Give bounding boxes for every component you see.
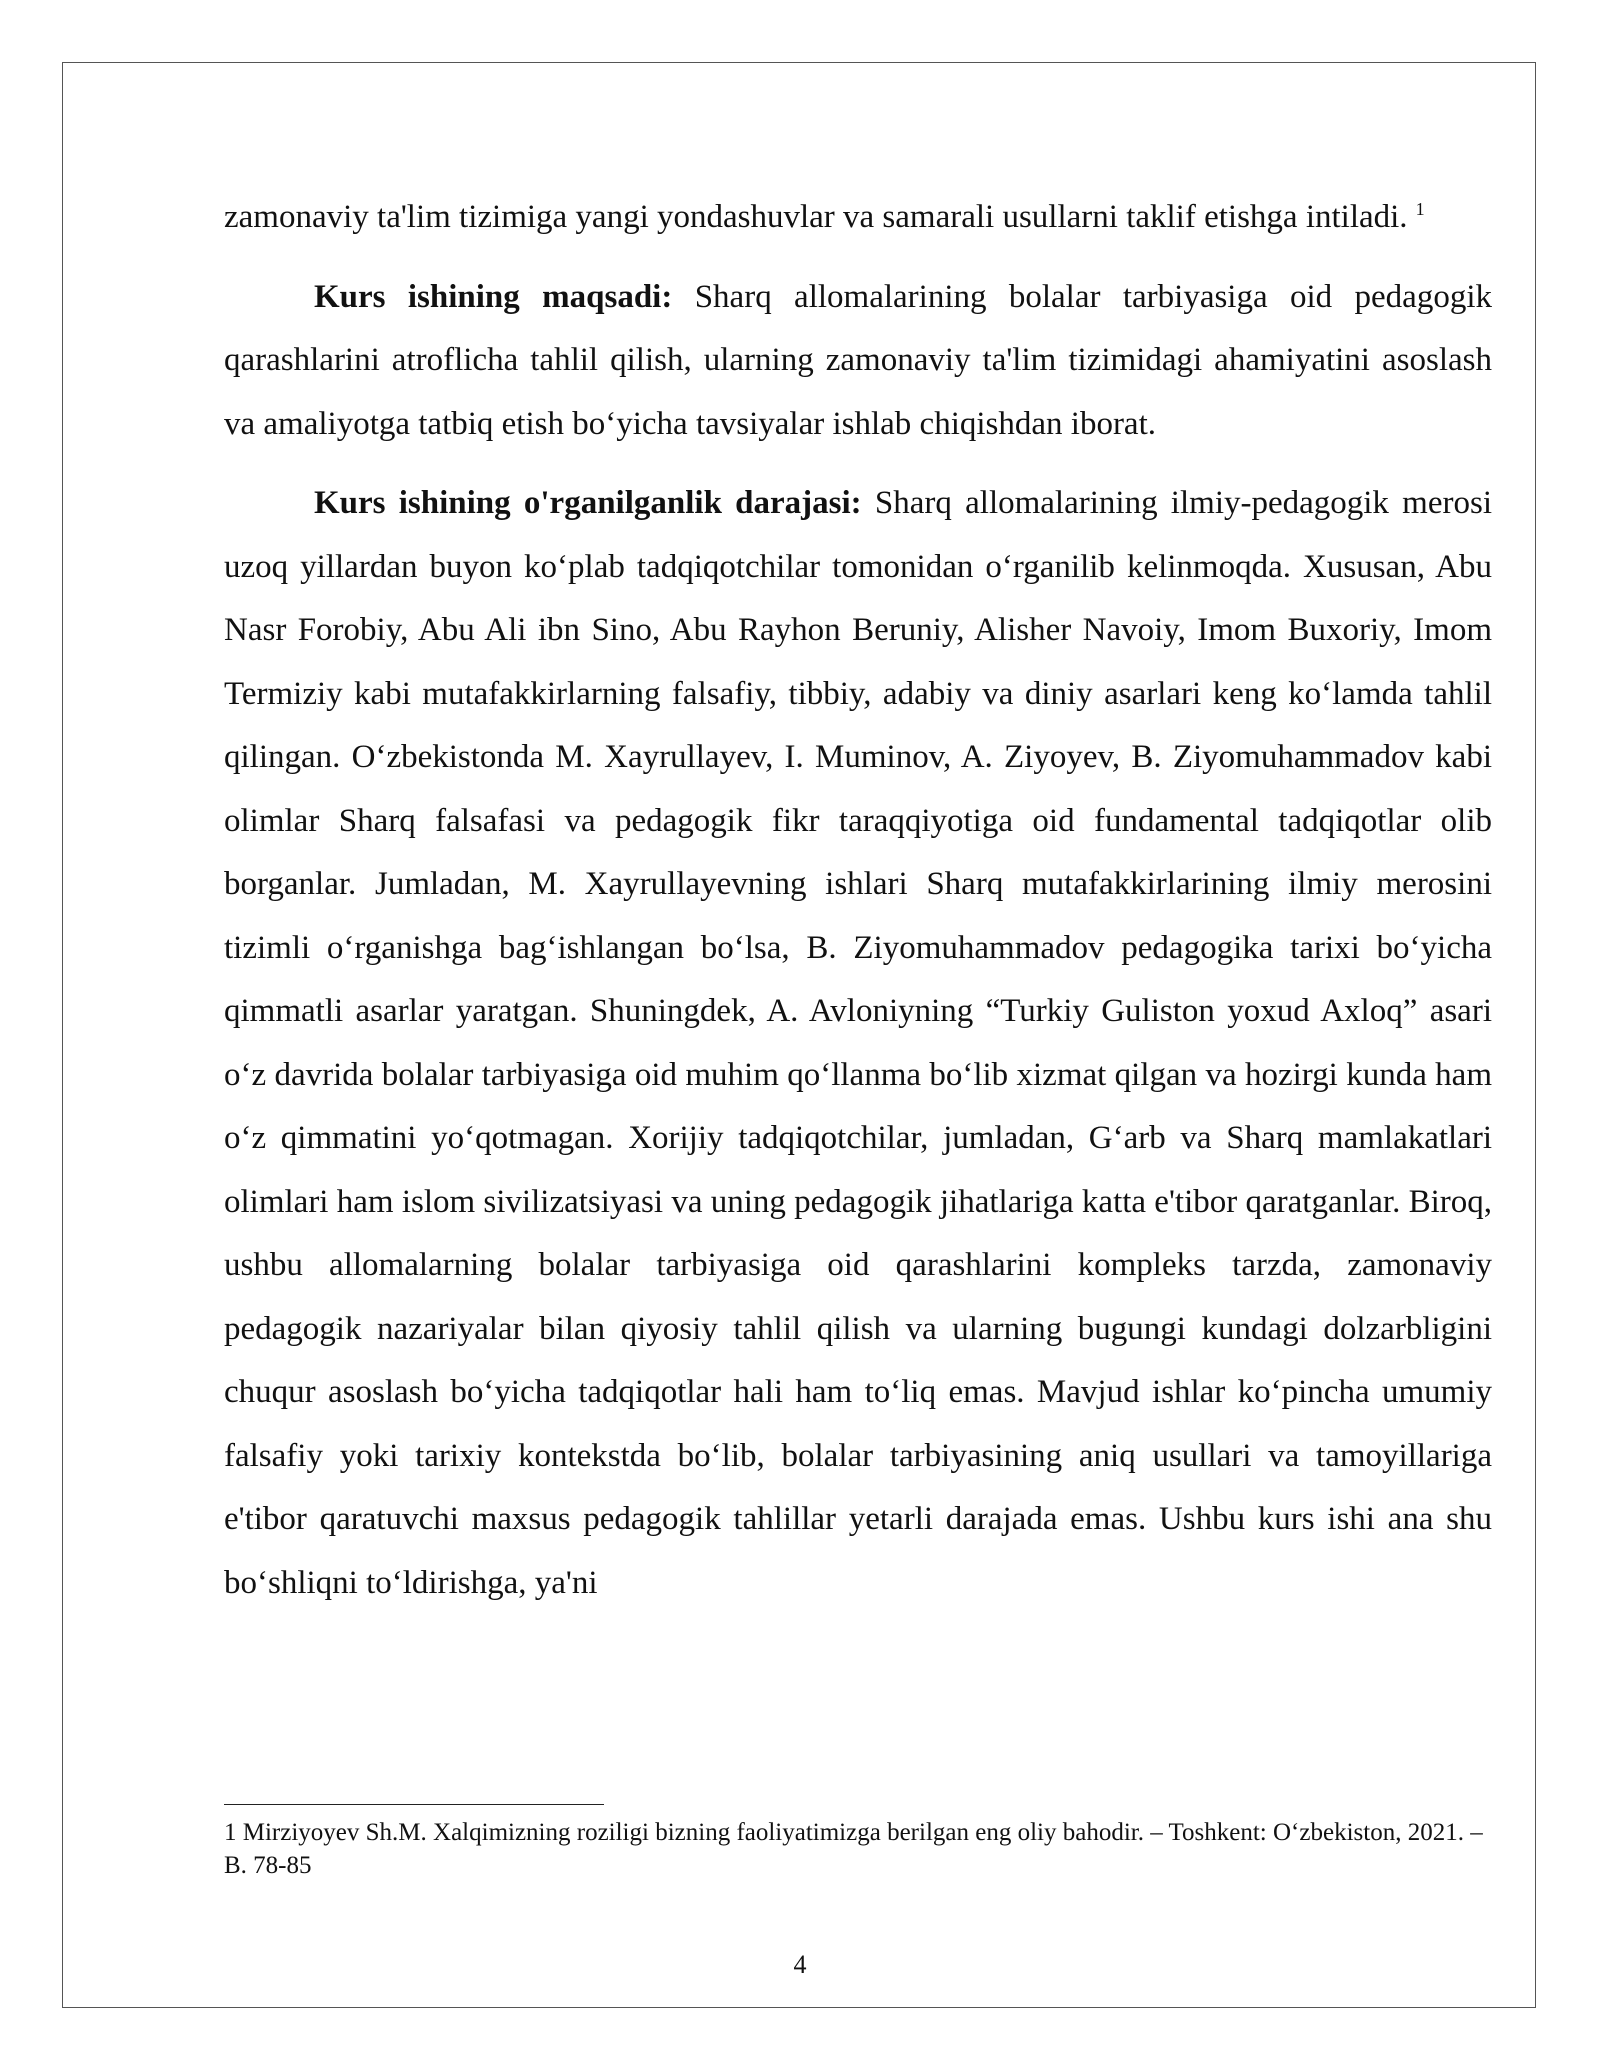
document-body <box>224 186 1492 1615</box>
paragraph-text: zamonaviy ta'lim tizimiga yangi yondashuvlar va samarali usullarni taklif etishga intiladi. <box>224 199 1408 235</box>
paragraph-heading: Kurs ishining o'rganilganlik darajasi: <box>314 485 862 521</box>
paragraph-continuation <box>224 186 1492 250</box>
page-number: 4 <box>793 1950 807 1979</box>
footnote-reference[interactable]: 1 <box>1415 199 1425 219</box>
paragraph-study-level <box>224 472 1492 1615</box>
paragraph-purpose <box>224 266 1492 457</box>
paragraph-heading: Kurs ishining maqsadi: <box>314 278 673 315</box>
footnote: 1 Mirziyoyev Sh.M. Xalqimizning roziligi bizning faoliyatimizga berilgan eng oliy bahodir. – Toshkent: O‘zbekiston, 2021. – B. 78-85 <box>224 1819 1483 1879</box>
paragraph-text: Sharq allomalarining ilmiy-pedagogik merosi uzoq yillardan buyon ko‘plab tadqiqotchilar tomonidan o‘rganilib kelinmoqda. Xususan, Abu Nasr Forobiy, Abu Ali ibn Sino, Abu Rayhon Beruniy, Alisher Navoiy, Imom Buxoriy, Imom Termiziy kabi mutafakkirlarning falsafiy, tibbiy, adabiy va diniy asarlari keng ko‘lamda tahlil qilingan. O‘zbekistonda M. Xayrullayev, I. Muminov, A. Ziyoyev, B. Ziyomuhammadov kabi olimlar Sharq falsafasi va pedagogik fikr taraqqiyotiga oid fundamental tadqiqotlar olib borganlar. Jumladan, M. Xayrullayevning ishlari Sharq mutafakkirlarining ilmiy merosini tizimli o‘rganishga bag‘ishlangan bo‘lsa, B. Ziyomuhammadov pedagogika tarixi bo‘yicha qimmatli asarlar yaratgan. Shuningdek, A. Avloniyning “Turkiy Guliston yoxud Axloq” asari o‘z davrida bolalar tarbiyasiga oid muhim qo‘llanma bo‘lib xizmat qilgan va hozirgi kunda ham o‘z qimmatini yo‘qotmagan. Xorijiy tadqiqotchilar, jumladan, G‘arb va Sharq mamlakatlari olimlari ham islom sivilizatsiyasi va uning pedagogik jihatlariga katta e'tibor qaratganlar. Biroq, ushbu allomalarning bolalar tarbiyasiga oid qarashlarini kompleks tarzda, zamonaviy pedagogik nazariyalar bilan qiyosiy tahlil qilish va ularning bugungi kundagi dolzarbligini chuqur asoslash bo‘yicha tadqiqotlar hali ham to‘liq emas. Mavjud ishlar ko‘pincha umumiy falsafiy yoki tarixiy kontekstda bo‘lib, bolalar tarbiyasining aniq usullari va tamoyillariga e'tibor qaratuvchi maxsus pedagogik tahlillar yetarli darajada emas. Ushbu kurs ishi ana shu bo‘shliqni to‘ldirishga, ya'ni <box>224 485 1492 1601</box>
paragraph-text: Sharq allomalarining bolalar tarbiyasiga oid pedagogik qarashlarini atroflicha tahlil qilish, ularning zamonaviy ta'lim tizimidagi ahamiyatini asoslash va amaliyotga tatbiq etish bo‘yicha tavsiyalar ishlab chiqishdan iborat. <box>224 278 1492 442</box>
footnote-separator <box>224 1804 604 1805</box>
